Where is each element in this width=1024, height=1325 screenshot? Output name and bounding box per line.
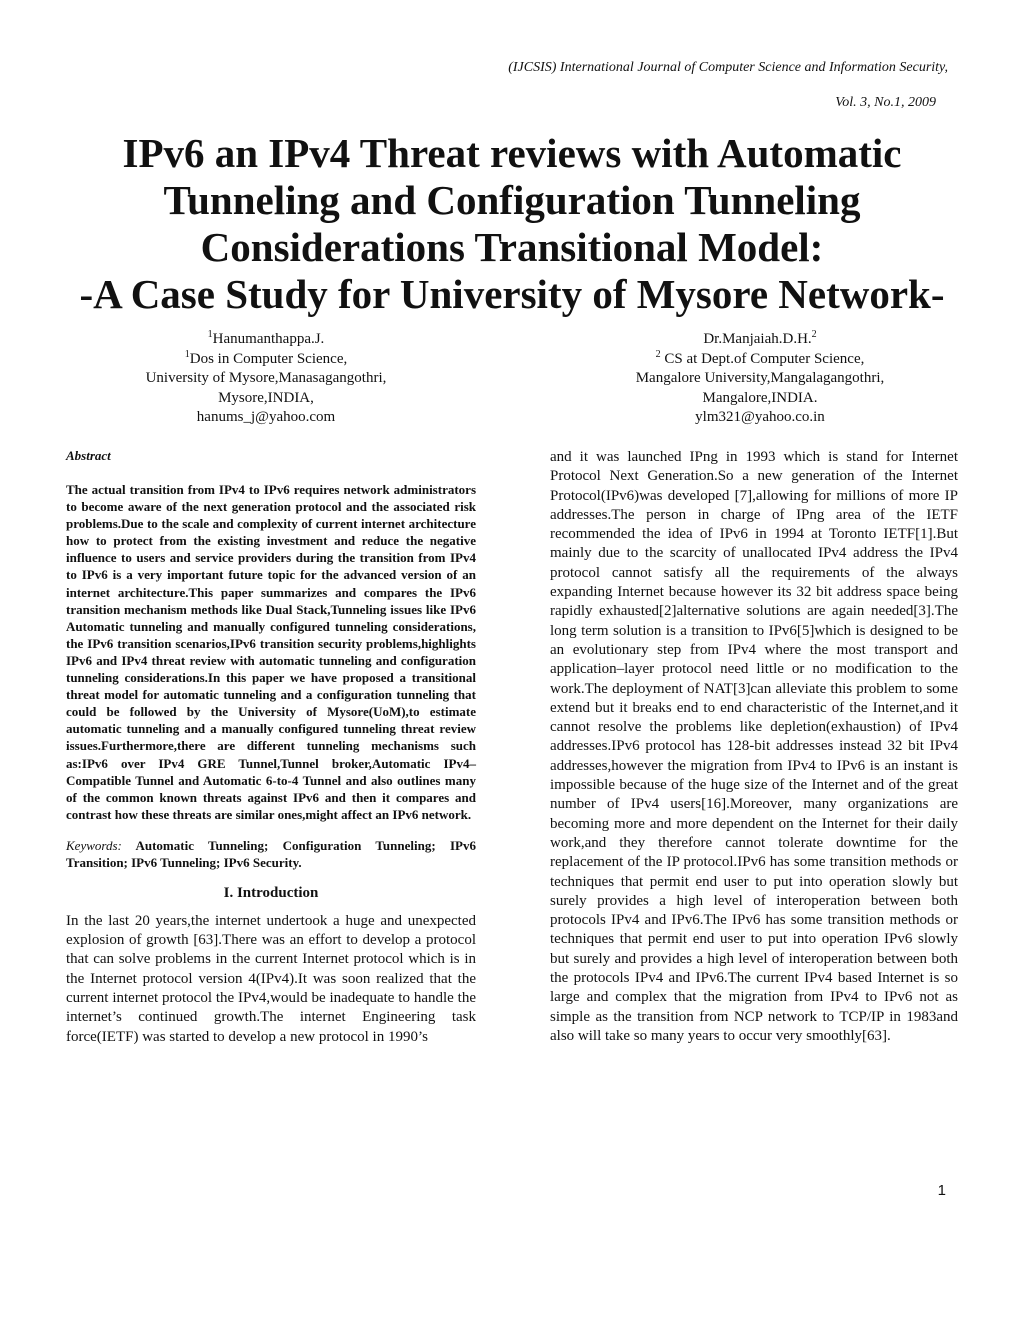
author-1-location: Mysore,INDIA, — [218, 389, 314, 406]
author-1-marker: 1 — [207, 329, 213, 340]
author-1-dept-marker: 1 — [184, 348, 190, 360]
keywords-label: Keywords: — [66, 837, 122, 853]
abstract-heading: Abstract — [66, 448, 111, 463]
author-1-dept: Dos in Computer Science, — [189, 350, 348, 367]
author-2-name-line — [560, 330, 960, 350]
title-line-4: -A Case Study for University of Mysore Network- — [79, 271, 945, 317]
author-1-name: Hanumanthappa.J. — [212, 331, 325, 347]
section-heading-introduction: I. Introduction — [223, 884, 319, 901]
page-number: 1 — [937, 1182, 946, 1199]
author-2-name: Dr.Manjaiah.D.H. — [703, 331, 812, 347]
author-2-dept-line — [560, 350, 960, 370]
journal-volume: Vol. 3, No.1, 2009 — [835, 95, 936, 110]
title-line-3: Considerations Transitional Model: — [200, 224, 824, 270]
author-2-marker: 2 — [811, 329, 817, 340]
author-1-email: hanums_j@yahoo.com — [196, 409, 336, 425]
abstract-text: The actual transition from IPv4 to IPv6 requires network administrators to become aware of the next generation protocol and the associated risk problems.Due to the scale and complexity of current internet architecture how to protect from the existing investment and reduce the negative influence to users and service providers during the transition from IPv4 to IPv6 is a very important future topic for the advanced version of an internet architecture.This paper summarizes and compares the IPv6 transition mechanism methods like Dual Stack,Tunneling issues like IPv6 Automatic tunneling and manually configured tunneling considerations, the IPv6 transition scenarios,IPv6 transition security problems,highlights IPv6 and IPv4 threat review with automatic tunneling and configuration tunneling considerations.In this paper we have proposed a transitional threat model for automatic tunneling and a configuration tunneling that could be followed by the University of Mysore(UoM),to estimate automatic tunneling and a manually configured tunneling threat review issues.Furthermore,there are different tunneling mechanisms such as:IPv6 over IPv4 GRE Tunnel,Tunnel broker,Automatic IPv4–Compatible Tunnel and Automatic 6-to-4 Tunnel and also outlines many of the common known threats against IPv6 and then it compares and contrast how these threats are similar ones,might affect an IPv6 network. — [66, 482, 476, 822]
paper-title — [40, 130, 984, 318]
introduction-paragraph-left: In the last 20 years,the internet undertook a huge and unexpected explosion of growth [63].There was an effort to develop a protocol that can solve problems in the current Internet protocol which is in the Internet protocol version 4(IPv4).It was soon realized that the current internet protocol the IPv4,would be inadequate to handle the internet’s continued growth.The internet Engineering task force(IETF) was started to develop a new protocol in 1990’s — [66, 912, 476, 1045]
author-2-dept: CS at Dept.of Computer Science, — [660, 350, 865, 367]
title-line-1: IPv6 an IPv4 Threat reviews with Automatic — [122, 130, 902, 176]
title-line-2: Tunneling and Configuration Tunneling — [163, 177, 861, 223]
author-2-block — [560, 330, 960, 428]
author-2-email: ylm321@yahoo.co.in — [695, 409, 825, 425]
author-1-name-line — [66, 330, 466, 350]
author-2-location: Mangalore,INDIA. — [702, 389, 818, 406]
author-1-institution: University of Mysore,Manasagangothri, — [145, 370, 387, 386]
keywords — [66, 837, 476, 871]
author-1-dept-line — [66, 350, 466, 370]
journal-name: (IJCSIS) International Journal of Computer Science and Information Security, — [508, 60, 948, 75]
author-1-block — [66, 330, 466, 428]
introduction-paragraph-right: and it was launched IPng in 1993 which is stand for Internet Protocol Next Generation.So a new generation of the Internet Protocol(IPv6)was developed [7],allowing for millions of more IP addresses.The person in charge of IPng area of the IETF recommended the idea of IPv6 in 1994 at Toronto IETF[1].But mainly due to the scarcity of unallocated IPv4 address the IPv4 protocol cannot satisfy all the requirements of the always expanding Internet because however its 32 bit address space being rapidly exhausted[2]alternative solutions are again needed[3].The long term solution is a transition to IPv6[5]which is designed to be an evolutionary step from IPv4 where the most transport and application–layer protocol need little or no modification to the work.The deployment of NAT[3]can alleviate this problem to some extend but it breaks end to end characteristic of the Internet,and it cannot resolve the problems like depletion(exhaustion) of IPv4 addresses.IPv6 protocol has 128-bit addresses instead 32 bit IPv4 addresses,however the migration from IPv4 to IPv6 is an instant is impossible because of the huge size of the Internet and of the great number of IPv4 users[16].Moreover, many organizations are becoming more and more dependent on the Internet for their daily work,and they therefore cannot tolerate downtime for the replacement of the IP protocol.IPv6 has some transition methods or techniques that permit end user to put into operation slowly but surely provides a high level of interoperation between both protocols IPv4 and IPv6.The IPv6 has some transition methods or techniques that permit end user to put into operation IPv6 slowly but surely and provides a high level of interoperation between both the protocols IPv4 and IPv6.The current IPv4 based Internet is so large and complex that the migration from IPv4 to IPv6 not as simple as the transition from NCP network to TCP/IP in 1983and also will take so many years to occur very smoothly[63]. — [550, 449, 958, 1044]
right-column — [550, 448, 958, 1046]
left-column — [66, 448, 476, 1047]
author-2-institution: Mangalore University,Mangalagangothri, — [635, 370, 885, 386]
keywords-text: Automatic Tunneling; Configuration Tunneling; IPv6 Transition; IPv6 Tunneling; IPv6 Security. — [66, 837, 476, 870]
author-2-dept-marker: 2 — [655, 348, 661, 360]
